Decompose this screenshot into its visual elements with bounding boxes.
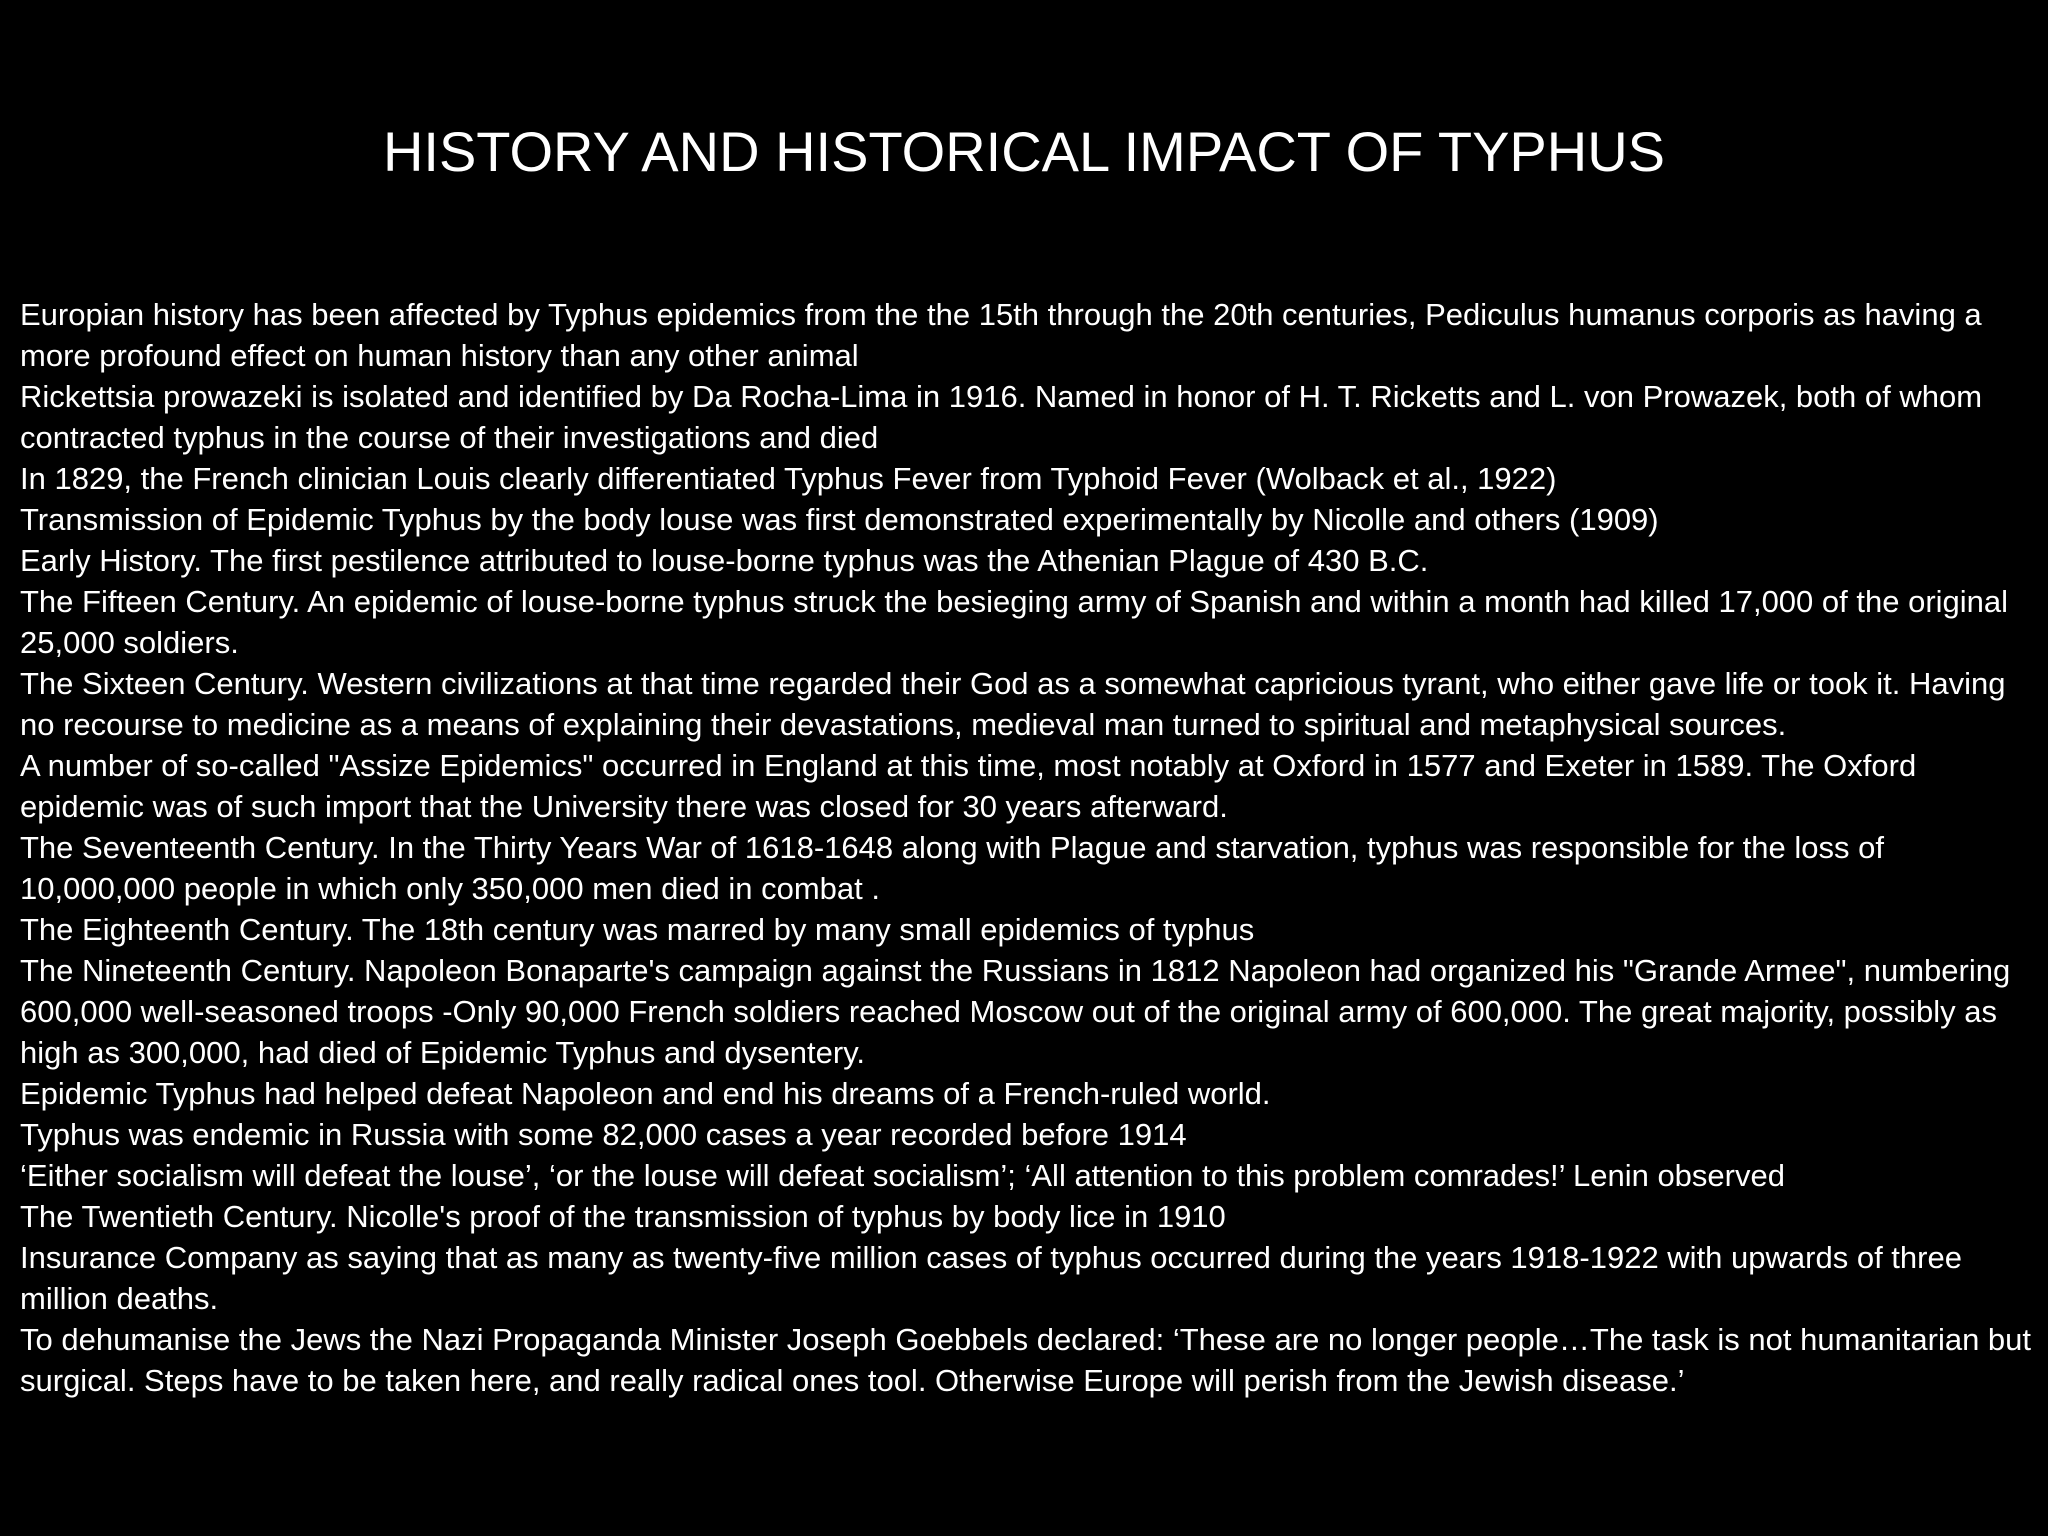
paragraph-sixteenth-century: The Sixteen Century. Western civilizations at that time regarded their God as a somewhat capricious tyrant, who either gave life or took it. Having no recourse to medicine as a means of explaining their devastations, medieval man turned to spiritual and metaphysical sources. [20,666,2006,742]
paragraph-rickettsia: Rickettsia prowazeki is isolated and identified by Da Rocha-Lima in 1916. Named in honor of H. T. Ricketts and L. von Prowazek, both of whom contracted typhus in the course of their investigations and died [20,379,1983,455]
paragraph-twentieth-century: The Twentieth Century. Nicolle's proof of the transmission of typhus by body lice in 1910 [20,1199,1226,1234]
paragraph-russia-endemic: Typhus was endemic in Russia with some 82,000 cases a year recorded before 1914 [20,1117,1187,1152]
paragraph-assize-epidemics: A number of so-called "Assize Epidemics" occurred in England at this time, most notably at Oxford in 1577 and Exeter in 1589. The Oxford epidemic was of such import that the University there was closed for 30 years afterward. [20,748,1917,824]
paragraph-lenin-quote: ‘Either socialism will defeat the louse’, ‘or the louse will defeat socialism’; ‘All attention to this problem comrades!’ Lenin observed [20,1158,1785,1193]
paragraph-insurance-company: Insurance Company as saying that as many as twenty-five million cases of typhus occurred during the years 1918-1922 with upwards of three million deaths. [20,1240,1962,1316]
slide-title: HISTORY AND HISTORICAL IMPACT OF TYPHUS [382,120,1666,183]
slide-body [20,294,2032,1401]
paragraph-goebbels-quote: To dehumanise the Jews the Nazi Propaganda Minister Joseph Goebbels declared: ‘These are no longer people…The task is not humanitarian but surgical. Steps have to be taken here, and really radical ones tool. Otherwise Europe will perish from the Jewish disease.’ [20,1322,2032,1398]
paragraph-napoleon-defeat: Epidemic Typhus had helped defeat Napoleon and end his dreams of a French-ruled world. [20,1076,1271,1111]
paragraph-eighteenth-century: The Eighteenth Century. The 18th century was marred by many small epidemics of typhus [20,912,1255,947]
paragraph-european-history: Europian history has been affected by Typhus epidemics from the the 15th through the 20th centuries, Pediculus humanus corporis as having a more profound effect on human history than any other animal [20,297,1982,373]
paragraph-early-history: Early History. The first pestilence attributed to louse-borne typhus was the Athenian Plague of 430 B.C. [20,543,1429,578]
paragraph-seventeenth-century: The Seventeenth Century. In the Thirty Years War of 1618-1648 along with Plague and starvation, typhus was responsible for the loss of 10,000,000 people in which only 350,000 men died in combat . [20,830,1884,906]
paragraph-fifteenth-century: The Fifteen Century. An epidemic of louse-borne typhus struck the besieging army of Spanish and within a month had killed 17,000 of the original 25,000 soldiers. [20,584,2009,660]
paragraph-transmission: Transmission of Epidemic Typhus by the body louse was first demonstrated experimentally by Nicolle and others (1909) [20,502,1659,537]
paragraph-nineteenth-century: The Nineteenth Century. Napoleon Bonaparte's campaign against the Russians in 1812 Napoleon had organized his "Grande Armee", numbering 600,000 well-seasoned troops -Only 90,000 French soldiers reached Moscow out of the original army of 600,000. The great majority, possibly as high as 300,000, had died of Epidemic Typhus and dysentery. [20,953,2011,1070]
paragraph-louis-1829: In 1829, the French clinician Louis clearly differentiated Typhus Fever from Typhoid Fever (Wolback et al., 1922) [20,461,1557,496]
